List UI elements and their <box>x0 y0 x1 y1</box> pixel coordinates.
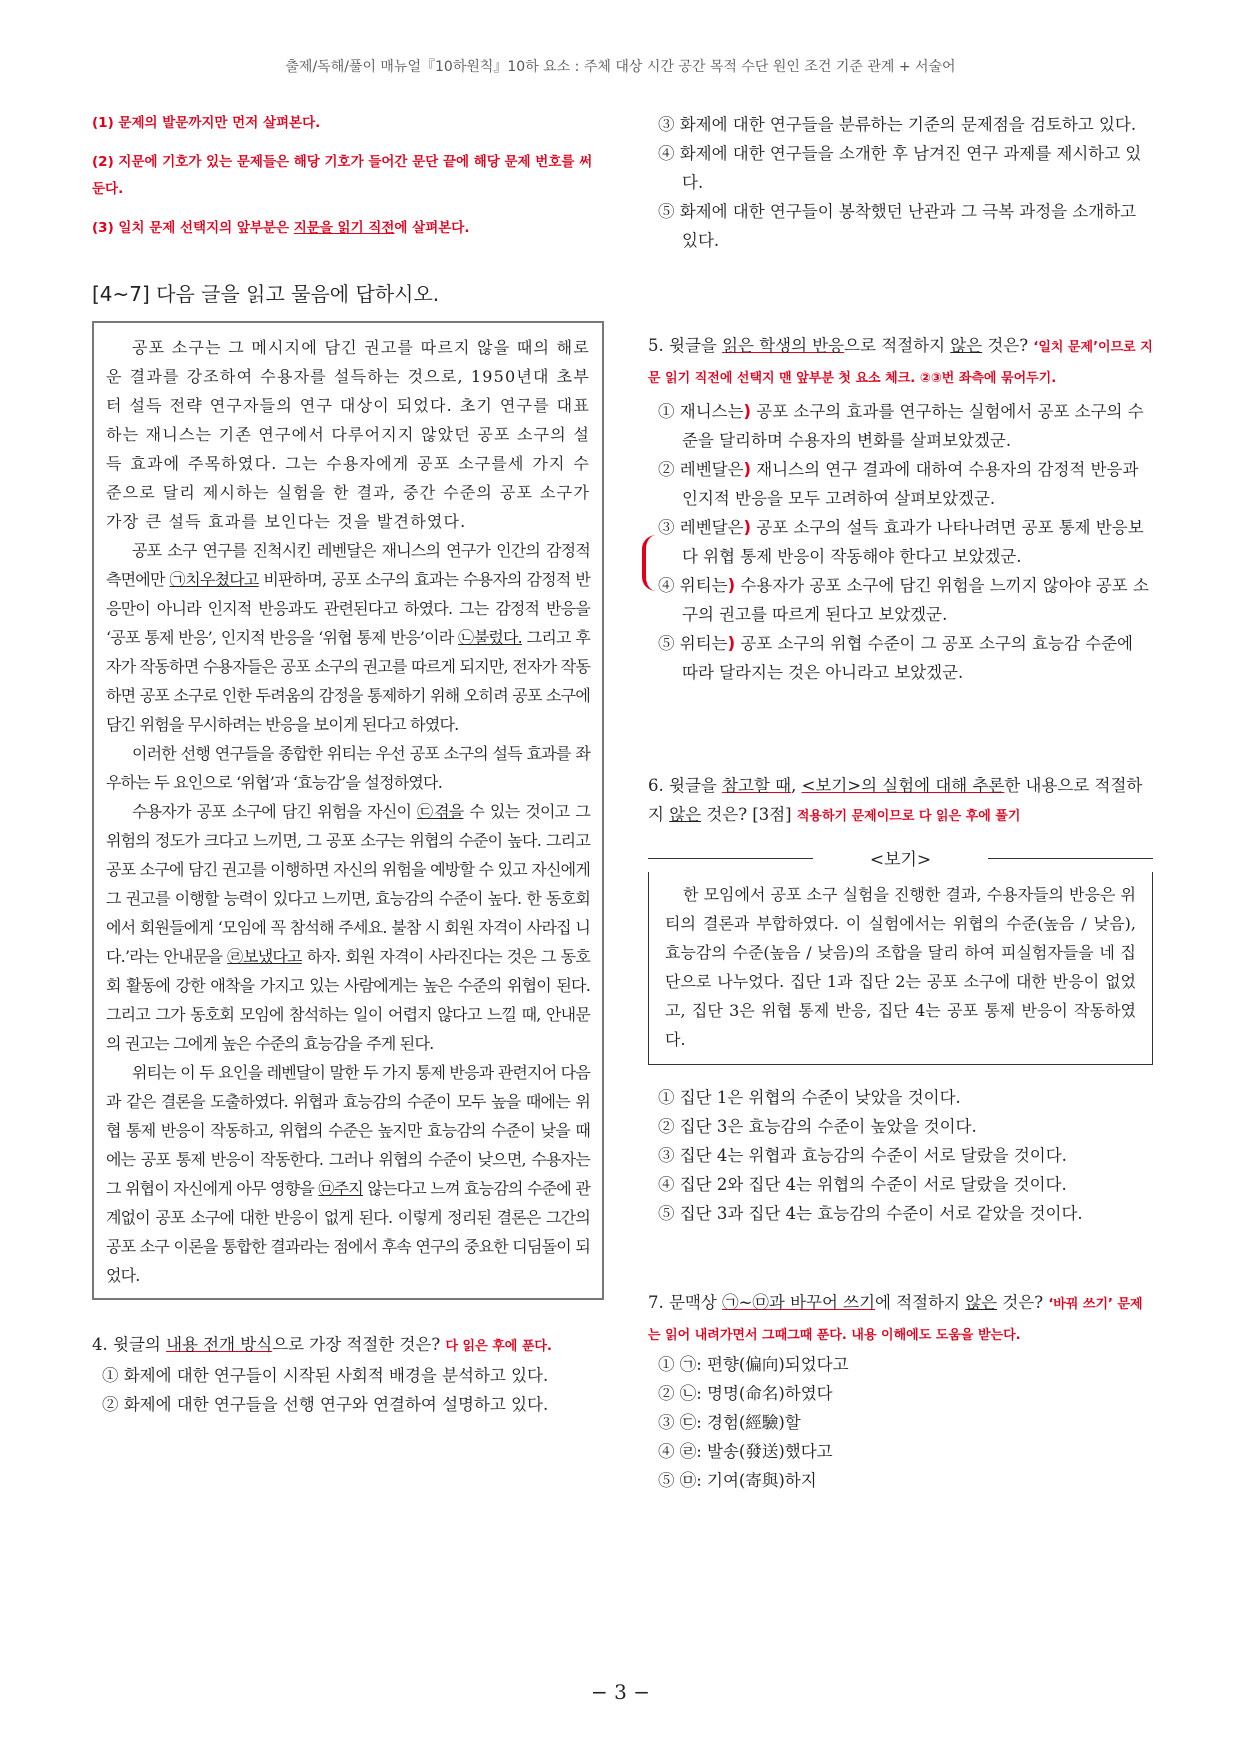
question-5-stem <box>648 331 1153 393</box>
q5-option-2-subject: 레벤달은 <box>679 460 744 479</box>
q4-option-3[interactable]: ③ 화제에 대한 연구들을 분류하는 기준의 문제점을 검토하고 있다. <box>658 115 1137 134</box>
q5-option-2-red-paren: ) <box>743 460 752 479</box>
right-column <box>648 110 1153 1495</box>
q4-note: 다 읽은 후에 푼다. <box>445 1339 552 1354</box>
p4-text-e: 하자. 회원 자격이 사라진다는 것은 그 동호회 활동에 강한 애착을 가지고 있는 사람에게는 높은 수준의 위협이 된다. 그리고 그가 동호회 모임에 참석하는 일이 어렵지 않다고 느낄 때, 안내문의 권고는 그에게 높은 수준의 효능감을 주게 된다. <box>106 947 590 1053</box>
q5-option-3-subject: 레벤달은 <box>679 518 744 537</box>
q5-option-3[interactable] <box>648 513 1153 571</box>
passage-paragraph-3: 이러한 선행 연구들을 종합한 위티는 우선 공포 소구의 설득 효과를 좌우하는 두 요인으로 ‘위협’과 ‘효능감’을 설정하였다. <box>106 744 590 792</box>
q5-stem-a: 윗글을 <box>669 336 723 355</box>
p5-text-c: 않는다고 느껴 효능감의 수준에 관계없이 공포 소구에 대한 반응이 없게 된다. 이렇게 정리된 결론은 그간의 공포 소구 이론을 통합한 결과라는 점에서 후속 연구의 중요한 디딤돌이 되었다. <box>106 1179 590 1285</box>
passage-paragraph-2 <box>106 536 590 739</box>
q7-stem-c: 에 적절하지 <box>875 1293 966 1312</box>
q6-option-1[interactable]: ① 집단 1은 위협의 수준이 낮았을 것이다. <box>658 1088 961 1107</box>
passage-paragraph-5 <box>106 1058 590 1290</box>
question-4 <box>92 1330 602 1419</box>
q5-stem-e: 것은? <box>982 336 1034 355</box>
q6-stem-g: 것은? [3점] <box>701 805 797 824</box>
q4-option-1[interactable]: ① 화제에 대한 연구들이 시작된 사회적 배경을 분석하고 있다. <box>102 1366 549 1385</box>
q5-option-5-mark: ⑤ <box>658 634 675 653</box>
marker-b: ㉡불렀다. <box>458 628 522 647</box>
marker-a: ㉠치우쳤다고 <box>169 570 259 589</box>
bogi-title-text: <보기> <box>864 850 937 870</box>
q7-option-1[interactable]: ① ㉠: 편향(偏向)되었다고 <box>658 1355 849 1374</box>
marker-d: ㉣보냈다고 <box>227 947 302 966</box>
q6-stem-b: 참고할 때 <box>722 776 792 795</box>
q4-option-4[interactable]: ④ 화제에 대한 연구들을 소개한 후 남겨진 연구 과제를 제시하고 있다. <box>658 144 1142 192</box>
q4-stem-a: 윗글의 <box>113 1335 167 1354</box>
q5-option-5[interactable] <box>648 629 1153 687</box>
question-7 <box>648 1288 1153 1495</box>
q6-note: 적용하기 문제이므로 다 읽은 후에 풀기 <box>796 809 1021 824</box>
q7-stem-b: ㉠~㉤과 바꾸어 쓰기 <box>722 1293 876 1312</box>
q6-stem-c: , <box>791 776 802 795</box>
q5-option-4-mark: ④ <box>658 576 675 595</box>
note-3-c: 에 살펴본다. <box>394 220 470 236</box>
q5-option-5-subject: 위티는 <box>679 634 728 653</box>
q5-stem-b: 읽은 학생의 반응 <box>722 336 845 355</box>
red-bracket-mark <box>642 535 660 591</box>
q6-option-5[interactable]: ⑤ 집단 3과 집단 4는 효능감의 수준이 서로 같았을 것이다. <box>658 1204 1083 1223</box>
note-3-a: (3) 일치 문제 선택지의 앞부분은 <box>92 220 294 236</box>
q5-option-3-text: 공포 소구의 설득 효과가 나타나려면 공포 통제 반응보다 위협 통제 반응이 작동해야 한다고 보았겠군. <box>682 518 1144 566</box>
passage-paragraph-4 <box>106 797 590 1058</box>
note-1: (1) 문제의 발문까지만 먼저 살펴본다. <box>92 115 321 131</box>
page-number: − 3 − <box>591 1680 650 1704</box>
q6-option-4[interactable]: ④ 집단 2와 집단 4는 위협의 수준이 서로 달랐을 것이다. <box>658 1175 1067 1194</box>
q7-note: ‘바꿔 쓰기’ 문제는 읽어 내려가면서 그때그때 푼다. 내용 이해에도 도움을 받는다. <box>648 1297 1143 1343</box>
q7-option-5[interactable]: ⑤ ㉤: 기여(寄與)하지 <box>658 1471 817 1490</box>
marker-e: ㉤주지 <box>318 1179 363 1198</box>
q6-number: 6. <box>648 776 669 795</box>
q4-option-2[interactable]: ② 화제에 대한 연구들을 선행 연구와 연결하여 설명하고 있다. <box>102 1395 549 1414</box>
q5-number: 5. <box>648 336 669 355</box>
q7-option-2[interactable]: ② ㉡: 명명(命名)하였다 <box>658 1384 833 1403</box>
q5-option-2-text: 재니스의 연구 결과에 대하여 수용자의 감정적 반응과 인지적 반응을 모두 고려하여 살펴보았겠군. <box>682 460 1139 508</box>
q7-stem-d: 않은 <box>965 1293 998 1312</box>
q5-option-4[interactable] <box>648 571 1153 629</box>
q5-option-2-mark: ② <box>658 460 675 479</box>
q4-stem-b: 내용 전개 방식 <box>166 1335 273 1354</box>
page-header: 출제/독해/풀이 매뉴얼『10하원칙』10하 요소 : 주체 대상 시간 공간 목적 수단 원인 조건 기준 관계 + 서술어 <box>285 59 956 75</box>
q6-stem-a: 윗글을 <box>669 776 723 795</box>
q5-option-1[interactable] <box>648 397 1153 455</box>
question-6 <box>648 771 1153 1228</box>
q7-stem-a: 문맥상 <box>669 1293 723 1312</box>
q4-option-5[interactable]: ⑤ 화제에 대한 연구들이 봉착했던 난관과 그 극복 과정을 소개하고 있다. <box>658 202 1137 250</box>
q5-option-5-text: 공포 소구의 위협 수준이 그 공포 소구의 효능감 수준에 따라 달라지는 것은 아니라고 보았겠군. <box>682 634 1133 682</box>
question-7-stem <box>648 1288 1153 1350</box>
section-title: [4~7] 다음 글을 읽고 물음에 답하시오. <box>92 282 440 306</box>
q4-number: 4. <box>92 1335 113 1354</box>
q5-option-5-red-paren: ) <box>727 634 736 653</box>
p2-text-e: 그리고 후자가 작동하면 수용자들은 공포 소구의 권고를 따르게 되지만, 전자가 작동하면 공포 소구로 인한 두려움의 감정을 통제하기 위해 오히려 공포 소구에 담긴 위험을 무시하려는 반응을 보이게 된다고 하였다. <box>106 628 590 734</box>
note-3-b: 지문을 읽기 직전 <box>293 220 395 236</box>
passage-box <box>92 321 604 1300</box>
q5-option-1-mark: ① <box>658 402 675 421</box>
q5-stem-d: 않은 <box>950 336 983 355</box>
q6-option-3[interactable]: ③ 집단 4는 위협과 효능감의 수준이 서로 달랐을 것이다. <box>658 1146 1067 1165</box>
q5-option-3-mark: ③ <box>658 518 675 537</box>
question-6-stem <box>648 771 1153 831</box>
note-2: (2) 지문에 기호가 있는 문제들은 해당 기호가 들어간 문단 끝에 해당 문제 번호를 써둔다. <box>92 154 593 197</box>
q6-stem-d: <보기>의 실험에 대해 추론 <box>801 776 1005 795</box>
question-5 <box>648 331 1153 687</box>
q7-option-3[interactable]: ③ ㉢: 경험(經驗)할 <box>658 1413 801 1432</box>
q5-option-1-text: 공포 소구의 효과를 연구하는 실험에서 공포 소구의 수준을 달리하며 수용자의 변화를 살펴보았겠군. <box>682 402 1144 450</box>
p2-text-a: 공포 소구 연구를 진척시킨 레벤달은 재니스의 연구가 인간의 감정적 측면에만 <box>106 541 590 589</box>
marker-c: ㉢겪을 <box>417 802 464 821</box>
q4-stem-c: 으로 가장 적절한 것은? <box>272 1335 446 1354</box>
q7-option-4[interactable]: ④ ㉣: 발송(發送)했다고 <box>658 1442 833 1461</box>
q7-stem-e: 것은? <box>997 1293 1049 1312</box>
bogi-title <box>648 845 1153 870</box>
q5-option-2[interactable] <box>648 455 1153 513</box>
bogi-text: 한 모임에서 공포 소구 실험을 진행한 결과, 수용자들의 반응은 위티의 결론과 부합하였다. 이 실험에서는 위협의 수준(높음 / 낮음), 효능감의 수준(높음 / 낮음)의 조합을 달리 하여 피실험자들을 네 집단으로 나누었다. 집단 1과 집단 2는 공포 소구에 대한 반응이 없었고, 집단 3은 위협 통제 반응, 집단 4는 공포 통제 반응이 작동하였다. <box>665 885 1136 1049</box>
note-3 <box>92 215 602 242</box>
bogi-box <box>648 872 1153 1065</box>
q5-option-4-subject: 위티는 <box>679 576 728 595</box>
q5-option-1-subject: 재니스는 <box>679 402 744 421</box>
p4-text-c: 수 있는 것이고 그 위험의 정도가 크다고 느끼면, 그 공포 소구는 위협의 수준이 높다. 그리고 공포 소구에 담긴 권고를 이행하면 자신의 위험을 예방할 수 있고 자신에게 그 권고를 이행할 능력이 있다고 느끼면, 효능감의 수준이 높다. 한 동호회에서 회원들에게 ‘모임에 꼭 참석해 주세요. 불참 시 회원 자격이 사라집 니다.’라는 안내문을 <box>106 802 590 966</box>
q6-stem-f: 않은 <box>669 805 702 824</box>
q5-note: ‘일치 문제’이므로 지문 읽기 직전에 선택지 맨 앞부분 첫 요소 체크. ②③번 좌측에 묶어두기. <box>648 340 1153 386</box>
q5-option-4-text: 수용자가 공포 소구에 담긴 위험을 느끼지 않아야 공포 소구의 권고를 따르게 된다고 보았겠군. <box>682 576 1149 624</box>
p5-text-a: 위티는 이 두 요인을 레벤달이 말한 두 가지 통제 반응과 관련지어 다음과 같은 결론을 도출하였다. 위협과 효능감의 수준이 모두 높을 때에는 위협 통제 반응이 작동하고, 위협의 수준은 높지만 효능감의 수준이 낮을 때에는 공포 통제 반응이 작동한다. 그러나 위협의 수준이 낮으면, 수용자는 그 위협이 자신에게 아무 영향을 <box>106 1063 590 1198</box>
question-4-stem <box>92 1330 602 1361</box>
left-column <box>92 110 602 1419</box>
q7-number: 7. <box>648 1293 669 1312</box>
p4-text-a: 수용자가 공포 소구에 담긴 위험을 자신이 <box>132 802 418 821</box>
passage-paragraph-1: 공포 소구는 그 메시지에 담긴 권고를 따르지 않을 때의 해로운 결과를 강조하여 수용자를 설득하는 것으로, 1950년대 초부터 설득 전략 연구자들의 연구 대상이 되었다. 초기 연구를 대표하는 재니스는 기존 연구에서 다루어지지 않았던 공포 소구의 설득 효과에 주목하였다. 그는 수용자에게 공포 소구를세 가지 수준으로 달리 제시하는 실험을 한 결과, 중간 수준의 공포 소구가 가장 큰 설득 효과를 보인다는 것을 발견하였다. <box>106 338 590 531</box>
q5-stem-c: 으로 적절하지 <box>844 336 951 355</box>
q5-option-1-red-paren: ) <box>743 402 752 421</box>
p2-text-c: 비판하며, 공포 소구의 효과는 수용자의 감정적 반응만이 아니라 인지적 반응과도 관련된다고 하였다. 그는 감정적 반응을 ‘공포 통제 반응’, 인지적 반응을 ‘위협 통제 반응’이라 <box>106 570 590 647</box>
q6-stem-e: 한 내용으로 적절하지 <box>648 776 1143 824</box>
q6-option-2[interactable]: ② 집단 3은 효능감의 수준이 높았을 것이다. <box>658 1117 977 1136</box>
q5-option-3-red-paren: ) <box>743 518 752 537</box>
q5-option-4-red-paren: ) <box>727 576 736 595</box>
